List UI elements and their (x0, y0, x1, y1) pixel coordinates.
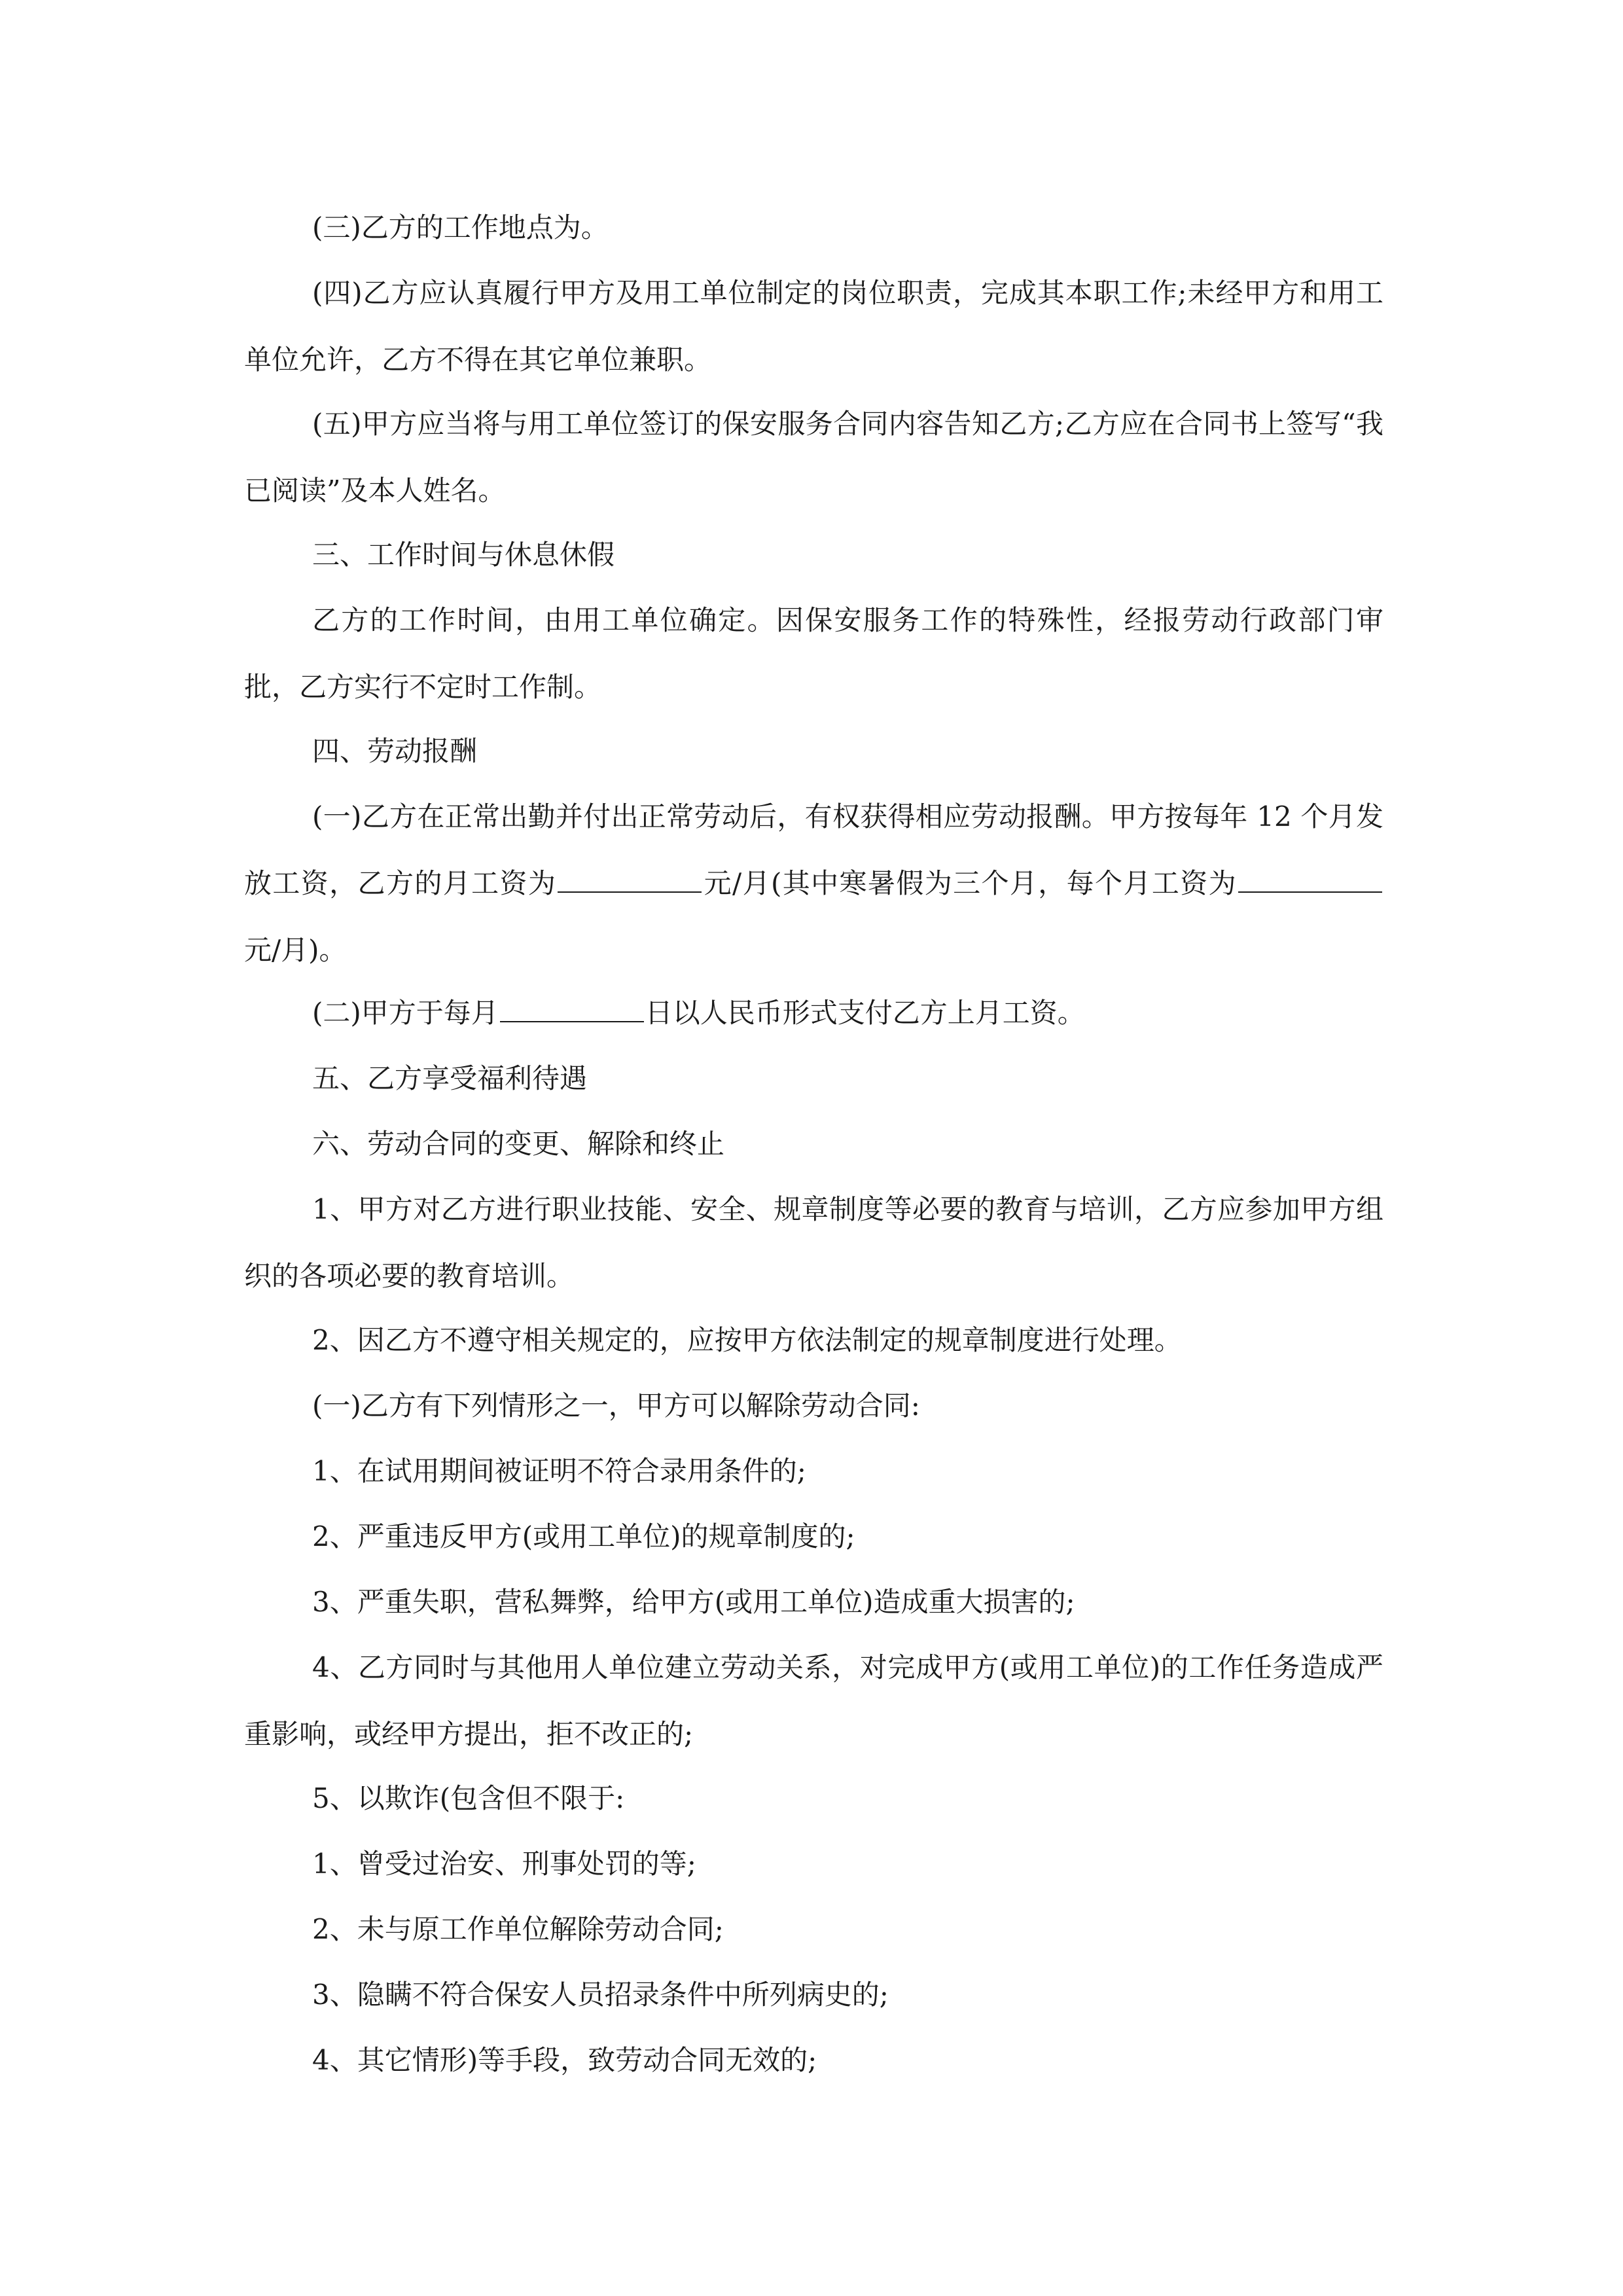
paragraph-job-duties: (四)乙方应认真履行甲方及用工单位制定的岗位职责，完成其本职工作;未经甲方和用工单位允许，乙方不得在其它单位兼职。 (244, 277, 1383, 376)
section-heading-remuneration: 四、劳动报酬 (312, 735, 478, 767)
payment-text-part-2: 日以人民币形式支付乙方上月工资。 (645, 997, 1085, 1029)
section-heading-work-hours: 三、工作时间与休息休假 (312, 539, 615, 571)
salary-text-part-3: 元/月)。 (244, 934, 347, 966)
vacation-salary-blank (1238, 863, 1382, 893)
paragraph-termination-intro: (一)乙方有下列情形之一，甲方可以解除劳动合同: (312, 1390, 920, 1422)
salary-amount-blank (558, 863, 702, 893)
sub-item-criminal-record: 1、曾受过治安、刑事处罚的等; (312, 1848, 696, 1880)
paragraph-payment-date (244, 980, 1383, 1047)
paragraph-rule-violation: 2、因乙方不遵守相关规定的，应按甲方依法制定的规章制度进行处理。 (312, 1324, 1182, 1356)
list-item-dereliction: 3、严重失职，营私舞弊，给甲方(或用工单位)造成重大损害的; (312, 1586, 1075, 1618)
sub-item-other: 4、其它情形)等手段，致劳动合同无效的; (312, 2044, 817, 2076)
section-heading-benefits: 五、乙方享受福利待遇 (312, 1062, 588, 1094)
list-item-serious-violation: 2、严重违反甲方(或用工单位)的规章制度的; (312, 1520, 855, 1552)
list-item-fraud: 5、以欺诈(包含但不限于: (312, 1782, 625, 1814)
paragraph-contract-notice: (五)甲方应当将与用工单位签订的保安服务合同内容告知乙方;乙方应在合同书上签写“我已阅读”及本人姓名。 (244, 408, 1383, 507)
salary-text-part-2: 元/月(其中寒暑假为三个月，每个月工资为 (703, 867, 1237, 899)
paragraph-training: 1、甲方对乙方进行职业技能、安全、规章制度等必要的教育与培训，乙方应参加甲方组织的各项必要的教育培训。 (244, 1193, 1383, 1292)
payment-day-blank (500, 992, 644, 1022)
payment-text-part-1: (二)甲方于每月 (312, 997, 499, 1029)
list-item-dual-employment: 4、乙方同时与其他用人单位建立劳动关系，对完成甲方(或用工单位)的工作任务造成严重影响，或经甲方提出，拒不改正的; (244, 1651, 1383, 1750)
paragraph-monthly-salary (244, 783, 1383, 984)
sub-item-prior-contract: 2、未与原工作单位解除劳动合同; (312, 1913, 724, 1945)
section-heading-contract-changes: 六、劳动合同的变更、解除和终止 (312, 1128, 725, 1160)
list-item-probation: 1、在试用期间被证明不符合录用条件的; (312, 1455, 806, 1487)
salary-text-part-1: (一)乙方在正常出勤并付出正常劳动后，有权获得相应劳动报酬。甲方按每年 12 个月发放工资，乙方的月工资为 (244, 800, 1383, 899)
sub-item-medical-history: 3、隐瞒不符合保安人员招录条件中所列病史的; (312, 1979, 889, 2011)
paragraph-work-hours: 乙方的工作时间，由用工单位确定。因保安服务工作的特殊性，经报劳动行政部门审批，乙方实行不定时工作制。 (244, 604, 1383, 703)
paragraph-work-location: (三)乙方的工作地点为。 (312, 211, 609, 243)
